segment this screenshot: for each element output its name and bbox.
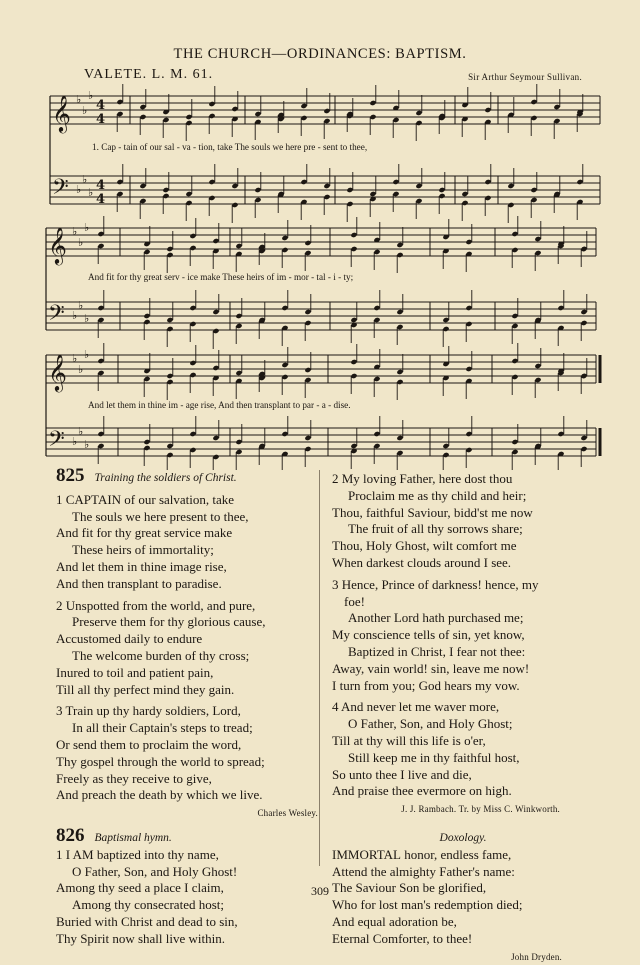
hymn-825-stanza-3: 3 Train up thy hardy soldiers, Lord, In all their Captain's steps to tread; Or send them to proclaim the word, Thy gospel through the world to spread; Freely as they receive to give, And preach the death by which we live. <box>56 703 265 803</box>
flat-icon: ♭ <box>72 435 78 448</box>
flat-icon: ♭ <box>78 299 84 312</box>
flat-icon: ♭ <box>78 236 84 249</box>
flat-icon: ♭ <box>76 93 82 106</box>
hymn-826-author: J. J. Rambach. Tr. by Miss C. Winkworth. <box>401 804 560 815</box>
treble-clef-icon: 𝄞 <box>52 94 71 132</box>
flat-icon: ♭ <box>84 348 90 361</box>
flat-icon: ♭ <box>78 363 84 376</box>
time-signature: 4 <box>96 98 106 113</box>
hymn-title: Training the soldiers of Christ. <box>94 472 237 484</box>
hymn-825-author: Charles Wesley. <box>257 808 318 819</box>
bass-clef-icon: 𝄢 <box>48 427 65 457</box>
hymn-number: 826 <box>56 824 85 846</box>
flat-icon: ♭ <box>72 352 78 365</box>
flat-icon: ♭ <box>76 183 82 196</box>
left-column <box>56 465 318 948</box>
hymn-825-stanza-1: 1 CAPTAIN of our salvation, take The souls we here present to thee, And fit for thy great service make These heirs of immortality; And let them in thine image rise, And then transplant to paradise. <box>56 491 249 591</box>
tune-name: VALETE. L. M. 61. <box>84 67 214 82</box>
lyrics-line-2: And fit for thy great serv - ice make These heirs of im - mor - tal - i - ty; <box>88 272 354 282</box>
time-signature: 4 <box>96 192 106 207</box>
flat-icon: ♭ <box>72 309 78 322</box>
doxology-author: John Dryden. <box>511 951 562 962</box>
hymn-826-stanza-2: 2 My loving Father, here dost thou Proclaim me as thy child and heir; Thou, faithful Saviour, bidd'st me now The fruit of all thy sorrows share; Thou, Holy Ghost, wilt comfort me When darkest clouds around I see. <box>332 471 533 570</box>
hymn-826-stanza-1: 1 I AM baptized into thy name, O Father, Son, and Holy Ghost! Among thy seed a place I claim, Among thy consecrated host; Buried with Christ and dead to sin, Thy Spirit now shall live within. <box>56 846 238 946</box>
hymn-title: Baptismal hymn. <box>94 831 172 844</box>
flat-icon: ♭ <box>84 312 90 325</box>
flat-icon: ♭ <box>84 438 90 451</box>
lyrics-line-3: And let them in thine im - age rise, And then transplant to par - a - dise. <box>88 400 351 410</box>
running-title: THE CHURCH—ORDINANCES: BAPTISM. <box>173 46 467 62</box>
flat-icon: ♭ <box>78 425 84 438</box>
hymn-number: 825 <box>56 465 85 486</box>
flat-icon: ♭ <box>82 104 88 117</box>
treble-clef-icon: 𝄞 <box>48 226 67 264</box>
first-word: CAPTAIN <box>65 491 122 507</box>
hymn-826-stanza-3: 3 Hence, Prince of darkness! hence, my foe! Another Lord hath purchased me; My conscience tells of sin, yet know, Baptized in Christ, I fear not thee: Away, vain world! sin, leave me now! I turn from you; God hears my vow. <box>332 576 539 693</box>
flat-icon: ♭ <box>88 89 94 102</box>
time-signature: 4 <box>96 112 106 127</box>
time-signature: 4 <box>96 178 106 193</box>
bass-clef-icon: 𝄢 <box>48 301 65 331</box>
hymn-825-heading <box>56 465 318 487</box>
hymn-826-stanza-4: 4 And never let me waver more, O Father, Son, and Holy Ghost; Till at thy will this life is o'er, Still keep me in thy faithful host, So unto thee I live and die, And praise thee evermore on high. <box>332 699 520 799</box>
flat-icon: ♭ <box>82 173 88 186</box>
first-word: I AM <box>65 846 94 862</box>
column-divider <box>319 470 320 866</box>
lyrics-line-1: 1. Cap - tain of our sal - va - tion, take The souls we here pre - sent to thee, <box>92 142 368 152</box>
hymn-826-heading <box>56 824 318 847</box>
doxology-text: IMMORTAL honor, endless fame, Attend the almighty Father's name: The Saviour Son be glorified, Who for lost man's redemption died; And equal adoration be, Eternal Comforter, to thee! <box>332 846 523 946</box>
flat-icon: ♭ <box>84 221 90 234</box>
flat-icon: ♭ <box>88 186 94 199</box>
doxology-title: Doxology. <box>439 831 487 844</box>
hymn-825-stanza-2: 2 Unspotted from the world, and pure, Preserve them for thy glorious cause, Accustomed daily to endure The welcome burden of thy cross; Inured to toil and patient pain, Till all thy perfect mind they gain. <box>56 597 266 697</box>
treble-clef-icon: 𝄞 <box>48 353 67 391</box>
bass-clef-icon: 𝄢 <box>52 175 69 205</box>
page-number: 309 <box>311 884 329 898</box>
flat-icon: ♭ <box>72 225 78 238</box>
composer-credit: Sir Arthur Seymour Sullivan. <box>468 72 582 82</box>
first-word: IMMORTAL <box>332 846 401 862</box>
